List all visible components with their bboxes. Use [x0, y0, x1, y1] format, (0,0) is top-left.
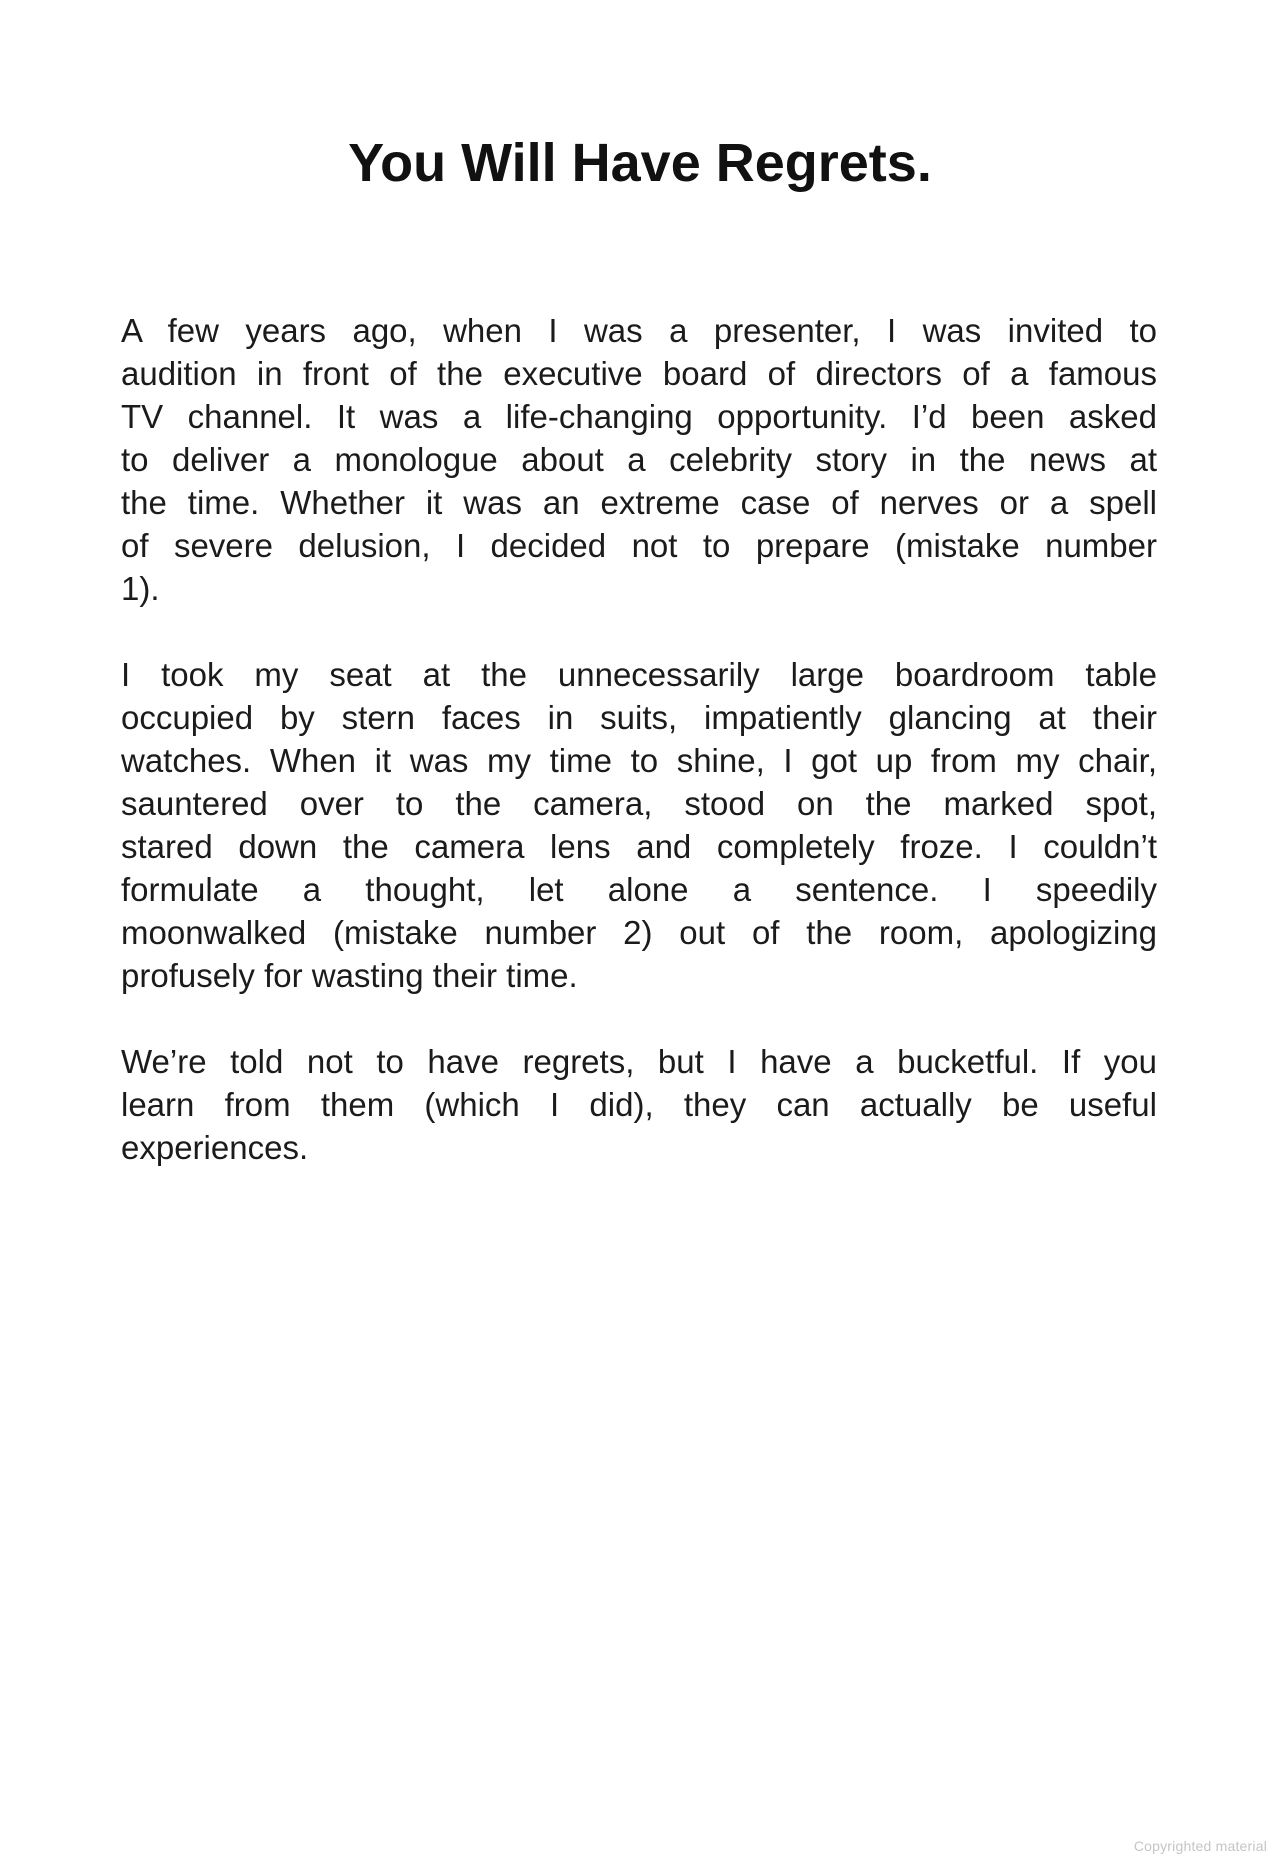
text-line: profusely for wasting their time. — [121, 957, 578, 994]
text-line: to deliver a monologue about a celebrity story in the news at — [121, 441, 1157, 478]
paragraph — [121, 1040, 1157, 1169]
paragraph — [121, 653, 1157, 997]
text-line: formulate a thought, let alone a sentence. I speedily — [121, 871, 1157, 908]
text-line: audition in front of the executive board of directors of a famous — [121, 355, 1157, 392]
text-line: I took my seat at the unnecessarily large boardroom table — [121, 656, 1157, 693]
text-line: the time. Whether it was an extreme case of nerves or a spell — [121, 484, 1157, 521]
text-line: TV channel. It was a life-changing opportunity. I’d been asked — [121, 398, 1157, 435]
copyright-watermark: Copyrighted material — [1133, 1838, 1267, 1854]
body-text — [121, 309, 1157, 1212]
text-line: of severe delusion, I decided not to prepare (mistake number — [121, 527, 1157, 564]
text-line: watches. When it was my time to shine, I got up from my chair, — [121, 742, 1157, 779]
page-title: You Will Have Regrets. — [348, 133, 932, 193]
text-line: occupied by stern faces in suits, impatiently glancing at their — [121, 699, 1157, 736]
text-line: We’re told not to have regrets, but I have a bucketful. If you — [121, 1043, 1157, 1080]
text-line: stared down the camera lens and completely froze. I couldn’t — [121, 828, 1157, 865]
text-line: 1). — [121, 570, 160, 607]
text-line: experiences. — [121, 1129, 309, 1166]
text-line: learn from them (which I did), they can actually be useful — [121, 1086, 1157, 1123]
text-line: moonwalked (mistake number 2) out of the room, apologizing — [121, 914, 1157, 951]
paragraph — [121, 309, 1157, 610]
text-line: sauntered over to the camera, stood on the marked spot, — [121, 785, 1157, 822]
text-line: A few years ago, when I was a presenter, I was invited to — [121, 312, 1157, 349]
